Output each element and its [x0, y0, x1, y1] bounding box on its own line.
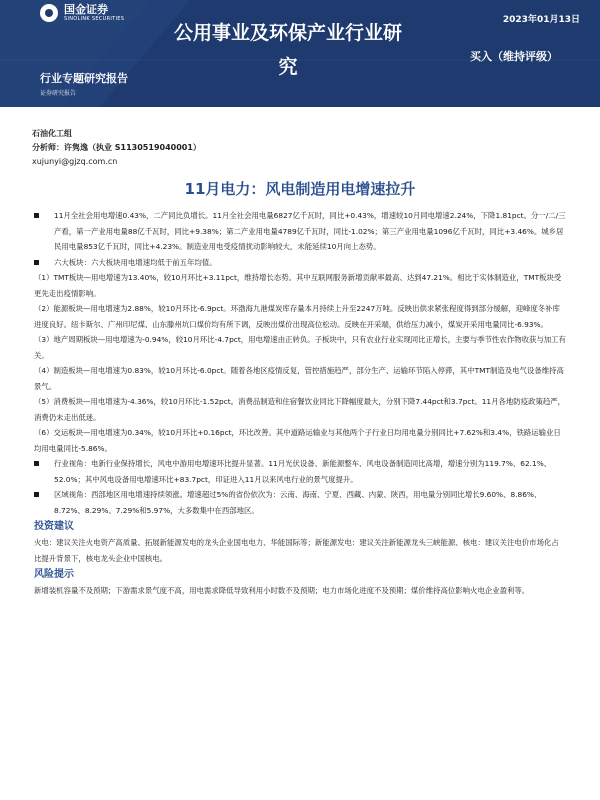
paragraph: （5）消费板块—用电增速为-4.36%，较10月环比-1.52pct。消费品制造和住宿餐饮业同比下降幅度最大，分别下降7.44pct和3.7pct。11月各地防疫政策趋严，消费仍未走出低迷。 — [34, 397, 566, 422]
report-date: 2023年01月13日 — [502, 15, 580, 25]
report-subtype: 证券研究报告 — [40, 90, 77, 97]
analyst-name: 分析师：许隽逸（执业 S1130519040001） — [32, 143, 201, 152]
invest-section-text: 火电：建议关注火电资产高质量、拓展新能源发电的龙头企业国电电力、华能国际等；新能源发电：建议关注新能源龙头三峡能源、核电：建议关注电价市场化占比提升背景下，核电龙头企业中国核电。 — [34, 538, 559, 563]
report-type: 行业专题研究报告 — [40, 72, 128, 85]
bullet-square-icon — [34, 260, 39, 265]
company-logo — [40, 4, 124, 22]
report-header — [0, 0, 600, 107]
paragraph: 11月全社会用电增速0.43%，二产同比负增长。11月全社会用电量6827亿千瓦时，同比+0.43%，增速较10月同电增速2.24%，下降1.81pct。分一/二/三产看，第一产业用电量88亿千瓦时，同比+9.38%；第二产业用电量4789亿千瓦时，同比-1.02%；第三产业用电量1096亿千瓦时，同比+3.46%。城乡居民用电量853亿千瓦时，同比+4.23%。制造业用电受疫情扰动影响较大，未能延续10月向上态势。 — [34, 208, 566, 255]
bullet-square-icon — [34, 213, 39, 218]
analyst-info — [32, 127, 201, 169]
logo-name-en: SINOLINK SECURITIES — [64, 16, 125, 22]
paragraph: （3）地产周期板块—用电增速为-0.94%，较10月环比-4.7pct，用电增速由正转负。子板块中，只有农业行业实现同比正增长，主要与季节性农作物收获与加工有关。 — [34, 335, 566, 360]
analyst-email: xujunyi@gjzq.com.cn — [32, 157, 118, 166]
logo-icon — [40, 4, 58, 22]
logo-name-cn: 国金证券 — [64, 3, 108, 16]
paragraph: （1）TMT板块—用电增速为13.40%，较10月环比+3.11pct，维持增长态势。其中互联网服务新增贡献率最高、达到47.21%。相比于实体制造业，TMT板块受更先走出疫情影响。 — [34, 273, 562, 298]
paragraph: （6）交运板块—用电增速为0.34%，较10月环比+0.16pct，环比改善。其中道路运输业与其他两个子行业日均用电量分别同比+7.62%和3.4%，铁路运输业日均用电量同比-5.86%。 — [34, 428, 561, 453]
article-body — [34, 208, 566, 599]
bullet-square-icon — [34, 492, 39, 497]
paragraph: 六大板块：六大板块用电增速均低于前五年均值。 — [34, 255, 566, 271]
risk-section-text: 新增装机容量不及预期；下游需求景气度不高，用电需求降低导致利用小时数不及预期；电力市场化进度不及预期；煤价维持高位影响火电企业盈利等。 — [34, 586, 530, 595]
report-title: 公用事业及环保产业行业研究 — [173, 22, 402, 78]
article-headline: 11月电力：风电制造用电增速拉升 — [184, 180, 416, 198]
paragraph: （4）制造板块—用电增速为0.83%，较10月环比-6.0pct。随着各地区疫情反复，管控措施趋严，部分生产、运输环节陷入停滞，其中TMT制造及电气设备维持高景气。 — [34, 366, 564, 391]
invest-section-title: 投资建议 — [34, 521, 74, 532]
paragraph: 行业视角：电新行业保持增长，风电中游用电增速环比提升显著。11月光伏设备、新能源整车、风电设备制造同比高增，增速分别为119.7%、62.1%、52.0%；其中风电设备用电增速环比+83.7pct，印证进入11月以来风电行业的景气度提升。 — [34, 456, 566, 487]
paragraph: 区域视角：西部地区用电增速持续领涨。增速超过5%的省份依次为：云南、海南、宁夏、西藏、内蒙、陕西，用电量分别同比增长9.60%、8.86%、8.72%、8.29%、7.29%和5.97%，大多数集中在西部地区。 — [34, 487, 566, 518]
bullet-square-icon — [34, 461, 39, 466]
risk-section-title: 风险提示 — [34, 569, 74, 580]
rating-badge: 买入（维持评级） — [470, 50, 558, 63]
paragraph: （2）能源板块—用电增速为2.88%，较10月环比-6.9pct。环渤海九港煤炭库存量本月持续上升至2247万吨。反映出供求紧张程度得到部分缓解，迎峰度冬补库进度良好。纽卡斯尔、广州印尼煤、山东滕州坑口煤价均有所下调，反映出煤价出现高位松动。反映在开采端，供给压力减小，煤炭开采用电量同比-6.93%。 — [34, 304, 560, 329]
analyst-group: 石油化工组 — [32, 129, 72, 138]
